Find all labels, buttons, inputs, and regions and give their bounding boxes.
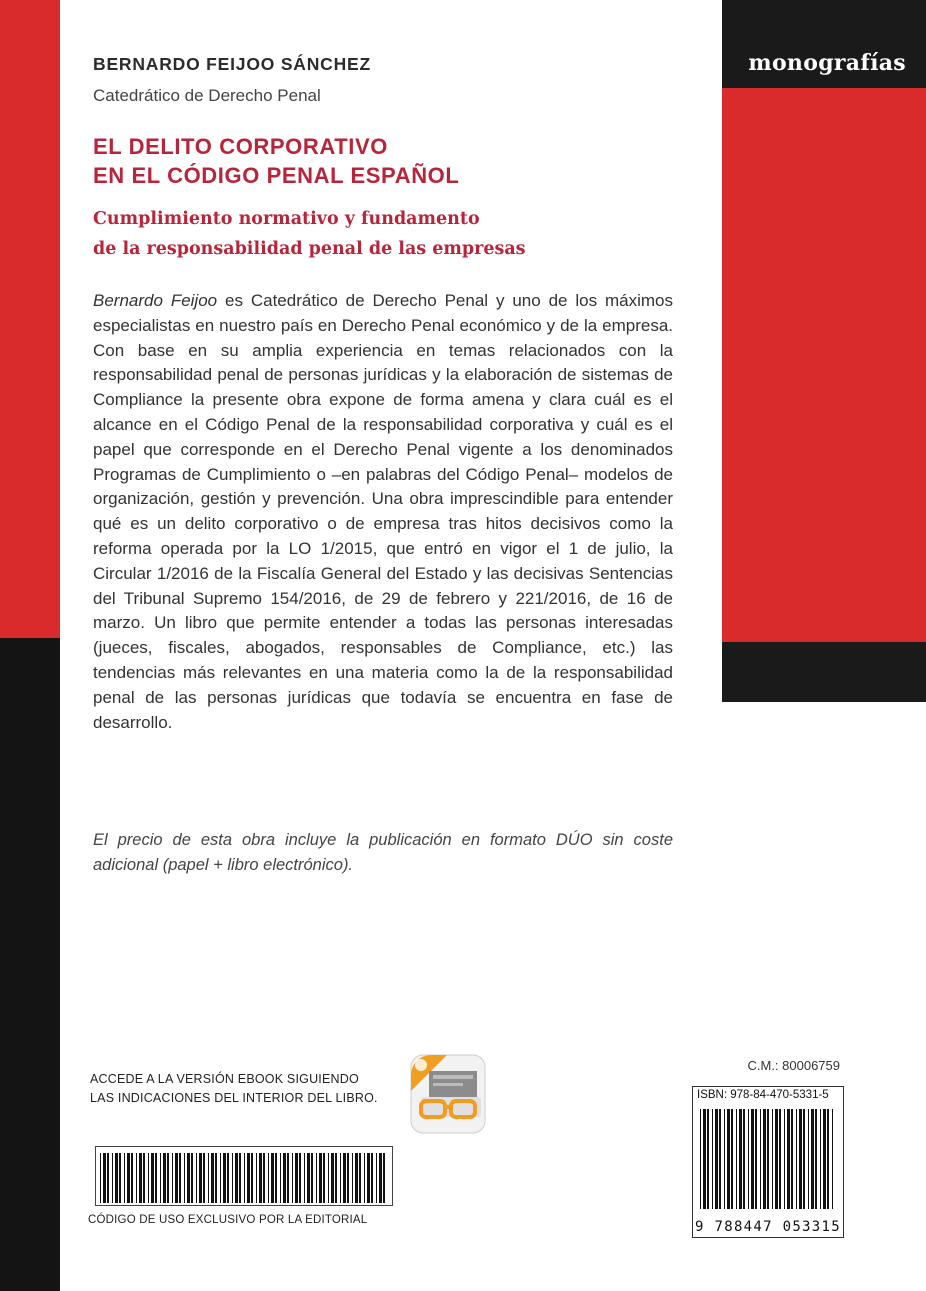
cm-code: C.M.: 80006759	[747, 1058, 840, 1073]
left-red-band	[0, 0, 60, 638]
isbn-barcode	[696, 1107, 840, 1211]
collection-label: monografías	[748, 50, 906, 76]
synopsis-author-name: Bernardo Feijoo	[93, 291, 218, 310]
right-red-band	[722, 88, 926, 642]
book-title	[93, 132, 693, 190]
author-name: BERNARDO FEIJOO SÁNCHEZ	[93, 54, 372, 74]
ebook-duo-badge-icon	[407, 1053, 489, 1135]
synopsis	[93, 289, 673, 735]
isbn-digits: 9 788447 053315	[695, 1219, 841, 1235]
book-title-line: EL DELITO CORPORATIVO	[93, 134, 388, 159]
book-title-line: EN EL CÓDIGO PENAL ESPAÑOL	[93, 163, 460, 188]
book-subtitle	[93, 204, 693, 264]
ebook-access-line: LAS INDICACIONES DEL INTERIOR DEL LIBRO.	[90, 1091, 378, 1105]
book-subtitle-line: de la responsabilidad penal de las empresas	[93, 239, 526, 259]
duo-format-note: El precio de esta obra incluye la publicación en formato DÚO sin coste adicional (papel + libro electrónico).	[93, 831, 673, 874]
synopsis-text: es Catedrático de Derecho Penal y uno de los máximos especialistas en nuestro país en Derecho Penal económico y de la empresa. Con base en su amplia experiencia en temas relacionados con la responsabilidad penal de personas jurídicas y la elaboración de sistemas de Compliance la presente obra expone de forma amena y clara cuál es el alcance en el Código Penal de la responsabilidad corporativa y cuál es el papel que corresponde en el Derecho Penal vigente a los denominados Programas de Cumplimiento o –en palabras del Código Penal– modelos de organización, gestión y prevención. Una obra imprescindible para entender qué es un delito corporativo o de empresa tras hitos decisivos como la reforma operada por la LO 1/2015, que entró en vigor el 1 de julio, la Circular 1/2016 de la Fiscalía General del Estado y las decisivas Sentencias del Tribunal Supremo 154/2016, de 29 de febrero y 221/2016, de 16 de marzo. Un libro que permite entender a todas las personas interesadas (jueces, fiscales, abogados, responsables de Compliance, etc.) las tendencias más relevantes en una materia como la de la responsabilidad penal de las personas jurídicas que todavía se encuentra en fase de desarrollo.	[93, 291, 673, 732]
right-black-bottom-band	[722, 642, 926, 702]
internal-code-caption: CÓDIGO DE USO EXCLUSIVO POR LA EDITORIAL	[88, 1214, 368, 1226]
isbn-barcode-block	[692, 1086, 844, 1238]
book-subtitle-line: Cumplimiento normativo y fundamento	[93, 209, 480, 229]
author-role: Catedrático de Derecho Penal	[93, 86, 321, 105]
ebook-access-note	[90, 1070, 390, 1108]
ebook-access-line: ACCEDE A LA VERSIÓN EBOOK SIGUIENDO	[90, 1072, 359, 1086]
internal-use-barcode	[95, 1146, 393, 1206]
left-black-band	[0, 638, 60, 1291]
isbn-label: ISBN: 978-84-470-5331-5	[697, 1089, 829, 1101]
